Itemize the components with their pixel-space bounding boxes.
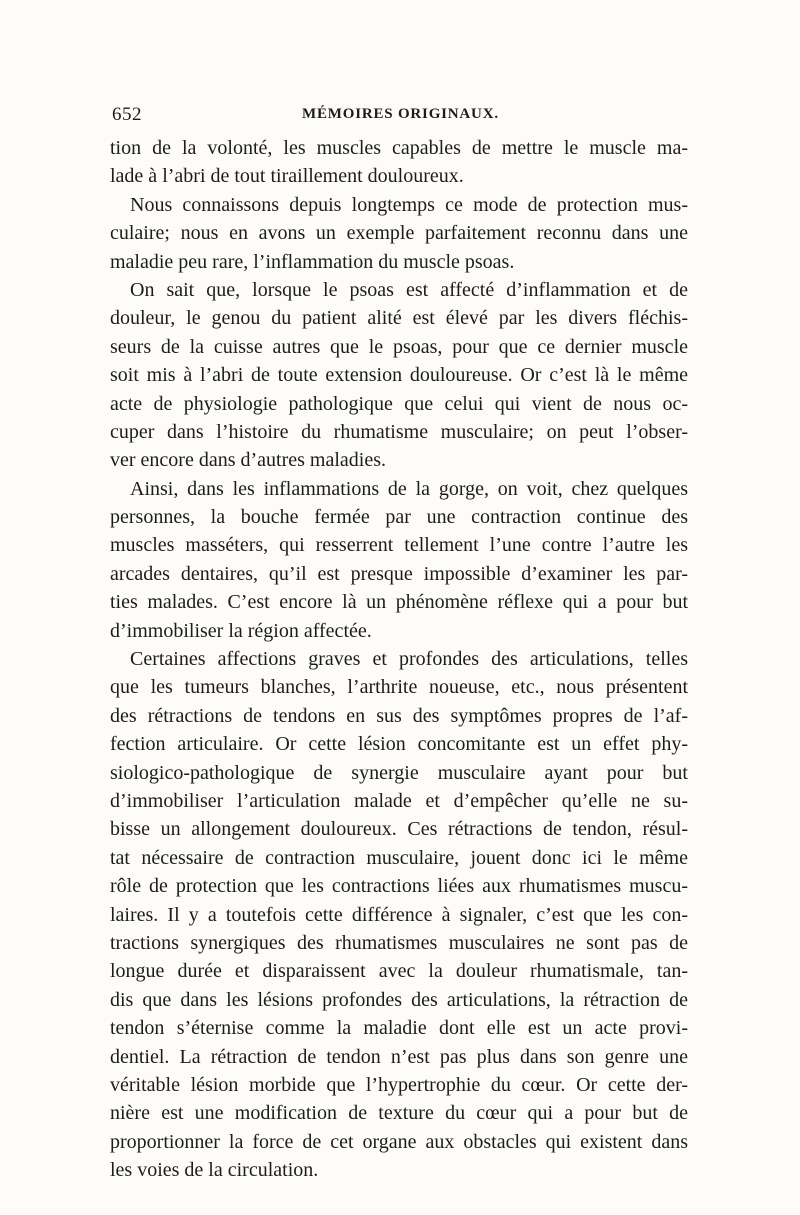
text-line: Nous connaissons depuis longtemps ce mode de protection mus- [130,193,688,216]
text-line: dis que dans les lésions profondes des articulations, la rétraction de [110,988,688,1011]
text-line: tendon s’éternise comme la maladie dont elle est un acte provi- [110,1017,688,1040]
text-line: tat nécessaire de contraction musculaire, jouent donc ici le même [110,846,688,869]
text-line: cuper dans l’histoire du rhumatisme musculaire; on peut l’obser- [110,420,688,443]
text-line: soit mis à l’abri de toute extension douloureuse. Or c’est là le même [110,364,688,387]
page-number: 652 [112,104,142,125]
text-line: ver encore dans d’autres maladies. [110,449,386,472]
text-line: d’immobiliser l’articulation malade et d’empêcher qu’elle ne su- [110,789,688,812]
text-line: tractions synergiques des rhumatismes musculaires ne sont pas de [110,931,688,954]
text-line: muscles masséters, qui resserrent tellement l’une contre l’autre les [110,534,688,557]
text-line: laires. Il y a toutefois cette différence à signaler, c’est que les con- [110,903,688,926]
text-line: longue durée et disparaissent avec la douleur rhumatismale, tan- [110,960,688,983]
text-line: dentiel. La rétraction de tendon n’est pas plus dans son genre une [110,1045,688,1068]
text-line: fection articulaire. Or cette lésion concomitante est un effet phy- [110,733,688,756]
text-line: douleur, le genou du patient alité est élevé par les divers fléchis- [110,307,688,330]
text-line: seurs de la cuisse autres que le psoas, pour que ce dernier muscle [110,335,688,358]
text-line: rôle de protection que les contractions liées aux rhumatismes muscu- [110,875,688,898]
text-line: véritable lésion morbide que l’hypertrophie du cœur. Or cette der- [110,1073,688,1096]
text-line: nière est une modification de texture du cœur qui a pour but de [110,1102,688,1125]
text-line: siologico-pathologique de synergie musculaire ayant pour but [110,761,688,784]
text-line: culaire; nous en avons un exemple parfaitement reconnu dans une [110,222,688,245]
text-line: lade à l’abri de tout tiraillement douloureux. [110,165,464,188]
text-line: d’immobiliser la région affectée. [110,619,372,642]
text-line: proportionner la force de cet organe aux obstacles qui existent dans [110,1130,688,1153]
text-line: des rétractions de tendons en sus des symptômes propres de l’af- [110,704,688,727]
text-line: personnes, la bouche fermée par une contraction continue des [110,506,688,529]
text-line: maladie peu rare, l’inflammation du muscle psoas. [110,250,515,273]
text-line: les voies de la circulation. [110,1159,319,1182]
text-line: Ainsi, dans les inflammations de la gorge, on voit, chez quelques [130,477,688,500]
text-line: que les tumeurs blanches, l’arthrite noueuse, etc., nous présentent [110,676,688,699]
text-line: ties malades. C’est encore là un phénomène réflexe qui a pour but [110,591,688,614]
page-header [112,100,688,130]
text-line: On sait que, lorsque le psoas est affecté d’inflammation et de [130,278,688,301]
text-line: acte de physiologie pathologique que celui qui vient de nous oc- [110,392,688,415]
text-line: Certaines affections graves et profondes des articulations, telles [130,648,688,671]
body-text [110,134,688,1184]
text-line: bisse un allongement douloureux. Ces rétractions de tendon, résul- [110,818,688,841]
running-title: MÉMOIRES ORIGINAUX. [302,106,499,122]
text-line: arcades dentaires, qu’il est presque impossible d’examiner les par- [110,562,688,585]
text-line: tion de la volonté, les muscles capables de mettre le muscle ma- [110,137,688,159]
